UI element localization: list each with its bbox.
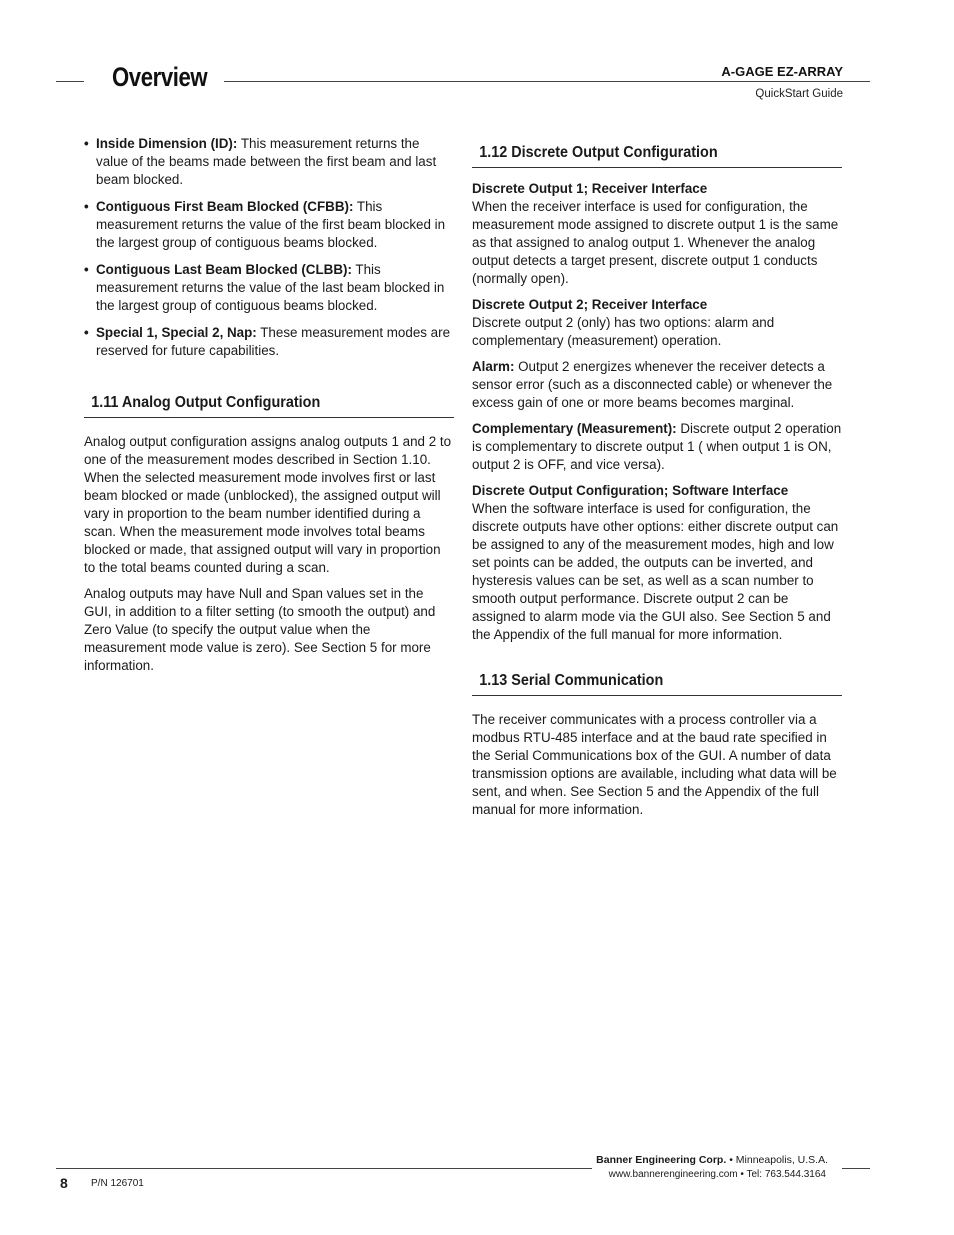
section-11-heading-block	[84, 393, 454, 418]
bullet-icon: •	[84, 199, 89, 214]
bullet-icon: •	[84, 136, 89, 151]
bullet-term: Special 1, Special 2, Nap:	[96, 325, 257, 340]
subheading-discrete-output-2: Discrete Output 2; Receiver Interface	[472, 297, 708, 312]
complementary-text: Discrete output 2 operation is complementary to discrete output 1 ( when output 1 is ON, output 2 is OFF, and vice versa).	[472, 421, 842, 472]
section-heading-discrete-output: 1.12 Discrete Output Configuration	[479, 144, 718, 161]
left-column	[84, 135, 454, 683]
bullet-icon: •	[84, 262, 89, 277]
header-rule-left	[56, 81, 84, 82]
part-number: P/N 126701	[91, 1178, 144, 1189]
list-item	[84, 324, 454, 360]
section-heading-serial-communication: 1.13 Serial Communication	[479, 672, 664, 689]
company-location: • Minneapolis, U.S.A.	[726, 1154, 828, 1166]
bullet-term: Contiguous First Beam Blocked (CFBB):	[96, 199, 354, 214]
list-item	[84, 135, 454, 189]
section-heading-analog-output: 1.11 Analog Output Configuration	[91, 394, 321, 411]
product-name: A-GAGE EZ-ARRAY	[721, 64, 843, 79]
alarm-text: Output 2 energizes whenever the receiver detects a sensor error (such as a disconnected cable) or whenever the excess gain of one or more beams becomes marginal.	[472, 359, 833, 410]
bullet-icon: •	[84, 325, 89, 340]
bullet-term: Inside Dimension (ID):	[96, 136, 238, 151]
complementary-term: Complementary (Measurement):	[472, 421, 677, 436]
alarm-term: Alarm:	[472, 359, 515, 374]
discrete-output-1-text: When the receiver interface is used for configuration, the measurement mode assigned to discrete output 1 is the same as that assigned to analog output 1. Whenever the analog output detects a target present, discrete output 1 conducts (normally open).	[472, 199, 839, 286]
list-item	[84, 261, 454, 315]
guide-name: QuickStart Guide	[755, 88, 843, 100]
page-number: 8	[60, 1175, 68, 1191]
serial-communication-text: The receiver communicates with a process controller via a modbus RTU-485 interface and at the baud rate specified in the Serial Communications box of the GUI. A number of data transmission options are available, including what data will be sent, and when. See Section 5 and the Appendix of the full manual for more information.	[472, 712, 837, 817]
right-column	[472, 135, 842, 827]
company-line	[596, 1154, 828, 1166]
header-rule-right	[224, 81, 870, 82]
company-name: Banner Engineering Corp.	[596, 1154, 727, 1166]
discrete-output-2-text: Discrete output 2 (only) has two options: alarm and complementary (measurement) operation.	[472, 315, 775, 348]
page-title: Overview	[112, 62, 208, 92]
section-12-heading-block	[472, 143, 842, 168]
footer-rule-left	[56, 1168, 592, 1169]
bullet-text: This measurement returns the value of the beams made between the first beam and last beam blocked.	[96, 136, 437, 187]
subheading-software-interface: Discrete Output Configuration; Software Interface	[472, 483, 789, 498]
software-interface-text: When the software interface is used for configuration, the discrete outputs have other options: either discrete output can be assigned to any of the measurement modes, high and low set points can be added, the outputs can be inverted, and hysteresis values can be set, as well as a scan number to smooth output performance. Discrete output 2 can be assigned to alarm mode via the GUI also. See Section 5 and the Appendix of the full manual for more information.	[472, 501, 839, 642]
bullet-text: This measurement returns the value of the last beam blocked in the largest group of contiguous beams blocked.	[96, 262, 445, 313]
subheading-discrete-output-1: Discrete Output 1; Receiver Interface	[472, 181, 708, 196]
contact-line: www.bannerengineering.com • Tel: 763.544.3164	[608, 1169, 826, 1180]
measurement-mode-list	[84, 135, 454, 360]
bullet-text: This measurement returns the value of the first beam blocked in the largest group of contiguous beams blocked.	[96, 199, 446, 250]
analog-output-paragraph-2: Analog outputs may have Null and Span values set in the GUI, in addition to a filter setting (to smooth the output) and Zero Value (to specify the output value when the measurement mode value is zero). See Section 5 for more information.	[84, 586, 436, 673]
list-item	[84, 198, 454, 252]
footer-rule-right	[842, 1168, 870, 1169]
section-13-heading-block	[472, 671, 842, 696]
analog-output-paragraph-1: Analog output configuration assigns analog outputs 1 and 2 to one of the measurement modes described in Section 1.10. When the selected measurement mode involves first or last beam blocked or made (unblocked), the assigned output will vary in proportion to the beam number identified during a scan. When the measurement mode involves total beams blocked or made, that assigned output will vary in proportion to the total beams counted during a scan.	[84, 434, 452, 575]
bullet-text: These measurement modes are reserved for future capabilities.	[96, 325, 451, 358]
bullet-term: Contiguous Last Beam Blocked (CLBB):	[96, 262, 352, 277]
